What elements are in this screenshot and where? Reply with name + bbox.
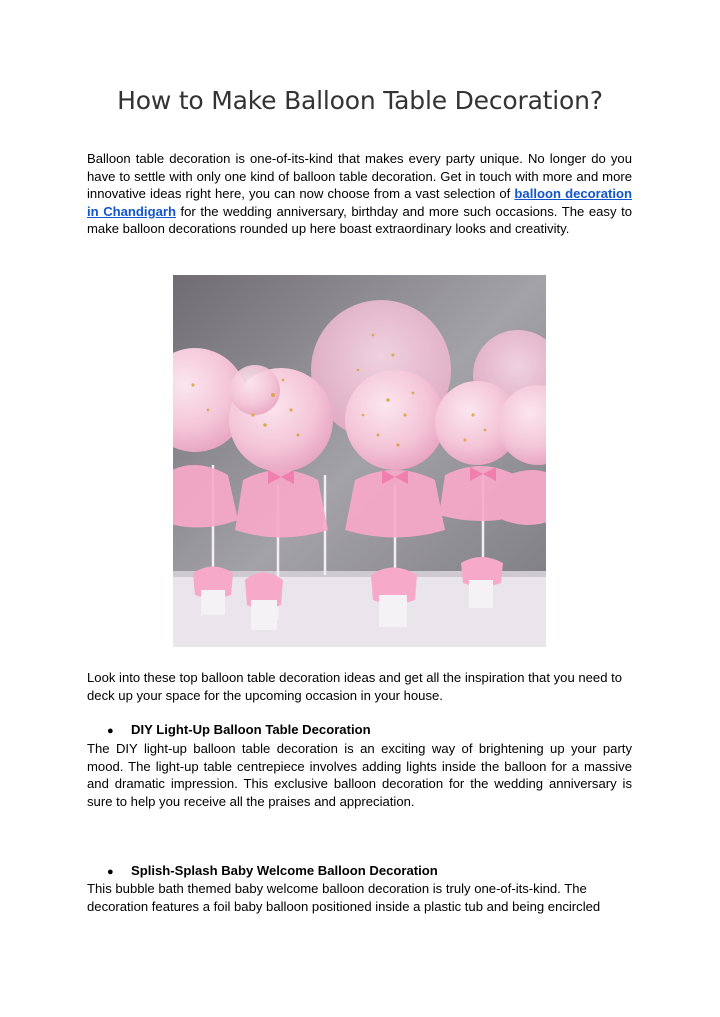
- lead-in-paragraph: Look into these top balloon table decoration ideas and get all the inspiration that you need to deck up your space for the upcoming occasion in your house.: [87, 670, 623, 703]
- intro-paragraph: [87, 150, 632, 238]
- bullet-icon: ●: [107, 866, 114, 878]
- section-heading-splish-splash: [107, 863, 438, 878]
- section-body-diy-light-up: The DIY light-up balloon table decoration is an exciting way of brightening up your party mood. The light-up table centrepiece involves adding lights inside the balloon for a massive and dramatic impression. This exclusive balloon decoration for the wedding anniversary is sure to help you receive all the praises and appreciation.: [87, 741, 632, 809]
- balloon-decoration-link[interactable]: balloon decoration in Chandigarh: [87, 186, 633, 219]
- balloon-centerpiece-photo: [173, 275, 546, 647]
- bullet-icon: ●: [107, 725, 114, 737]
- section-heading-diy-light-up: [107, 722, 371, 737]
- page-title: How to Make Balloon Table Decoration?: [117, 86, 603, 115]
- intro-text-before-link: Balloon table decoration is one-of-its-kind that makes every party unique. No longer do you have to settle with only one kind of balloon table decoration. Get in touch with more and more innovative ideas right here, you can now choose from a vast selection of: [87, 151, 632, 202]
- section-heading-text: Splish-Splash Baby Welcome Balloon Decoration: [131, 863, 438, 878]
- intro-text-after-link: for the wedding anniversary, birthday and more such occasions. The easy to make balloon decorations rounded up here boast extraordinary looks and creativity.: [87, 203, 632, 237]
- section-heading-text: DIY Light-Up Balloon Table Decoration: [131, 722, 371, 737]
- section-body-splish-splash: This bubble bath themed baby welcome balloon decoration is truly one-of-its-kind. The decoration features a foil baby balloon positioned inside a plastic tub and being encircled: [87, 881, 601, 914]
